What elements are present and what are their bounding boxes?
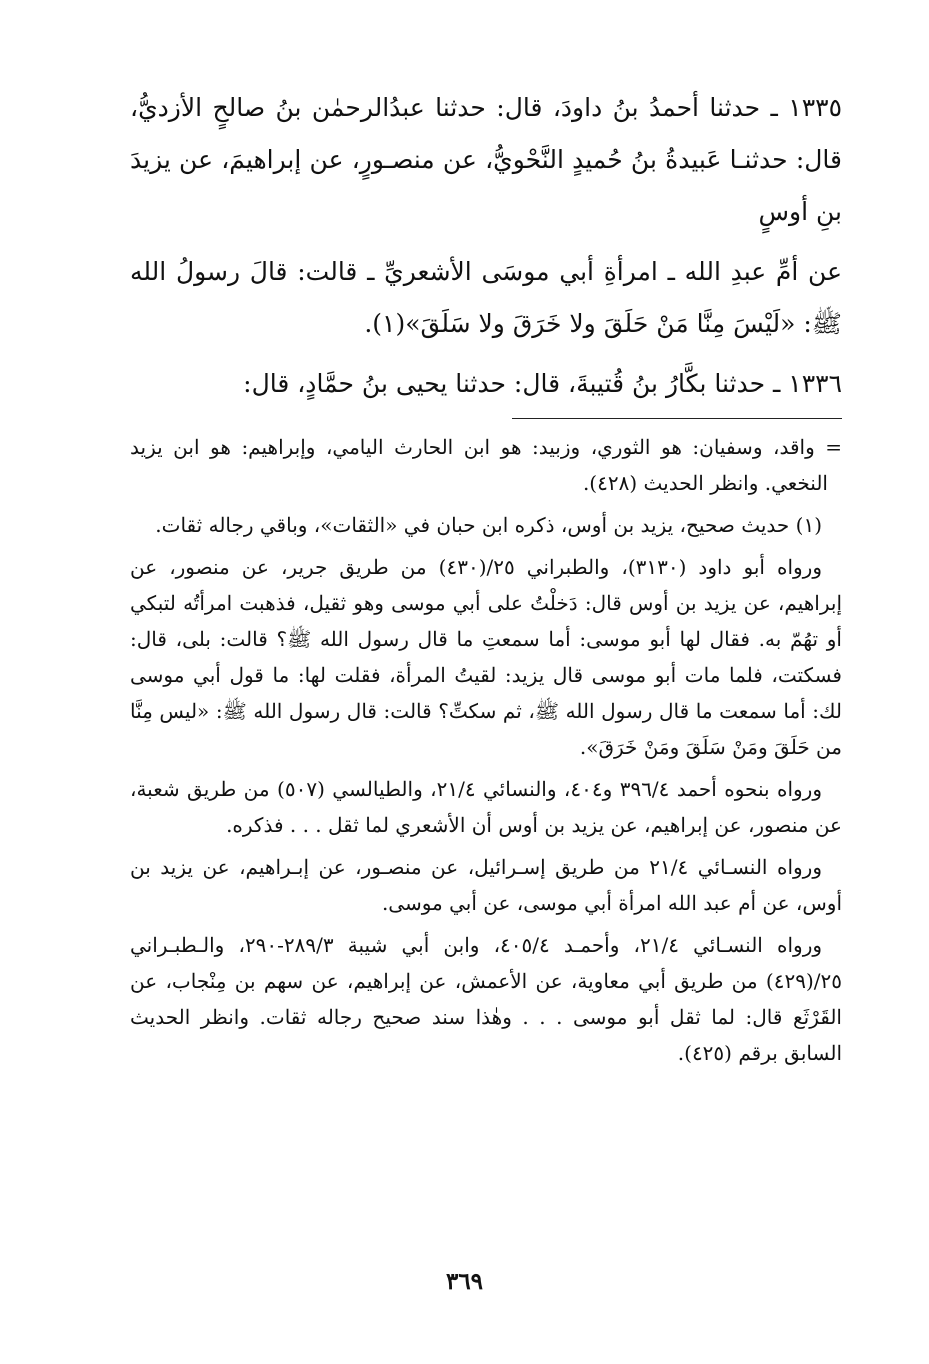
footnote-continuation: = واقد، وسفيان: هو الثوري، وزبيد: هو ابن الحارث اليامي، وإبراهيم: هو ابن يزيد النخعي. وانظر الحديث (٤٢٨). [130,435,842,495]
footnotes [130,429,842,1071]
page-number: ٣٦٩ [445,1268,484,1295]
footnote-paragraph: ورواه بنحوه أحمد ٣٩٦/٤ و٤٠٤، والنسائي ٢١/٤، والطيالسي (٥٠٧) من طريق شعبة، عن منصور، عن إبراهيم، عن يزيد بن أوس أن الأشعري لما ثقل . . . فذكره. [130,777,842,837]
footnote-paragraph: ورواه النسـائي ٢١/٤ من طريق إسـرائيل، عن منصـور، عن إبـراهيم، عن يزيد بن أوس، عن أم عبد الله امرأة أبي موسى، عن أبي موسى. [130,855,842,915]
hadith-1335-matn: عن أمِّ عبدِ الله ـ امرأةِ أبي موسَى الأشعريِّ ـ قالت: قالَ رسولُ الله ﷺ: «لَيْسَ مِنَّا مَنْ حَلَقَ ولا خَرَقَ ولا سَلَقَ»(١). [130,257,842,338]
footnote-paragraph: ورواه النسـائي ٢١/٤، وأحمـد ٤٠٥/٤، وابن أبي شيبة ٢٨٩/٣-٢٩٠، والـطبـراني ٢٥/(٤٢٩) من طريق أبي معاوية، عن الأعمش، عن إبراهيم، عن سهم بن مِنْجاب، عن القَرْثَع قال: لما ثقل أبو موسى . . . وهٰذا سند صحيح رجاله ثقات. وانظر الحديث السابق برقم (٤٢٥). [130,933,842,1065]
hadith-1336-isnad: ١٣٣٦ ـ حدثنا بكَّارُ بنُ قُتيبةَ، قال: حدثنا يحيى بنُ حمَّادٍ، قال: [243,369,842,398]
page [130,82,842,1322]
footnote-1: (١) حديث صحيح، يزيد بن أوس، ذكره ابن حبان في «الثقات»، وباقي رجاله ثقات. [155,513,822,537]
hadith-1335-isnad: ١٣٣٥ ـ حدثنا أحمدُ بنُ داودَ، قال: حدثنا عبدُالرحمٰن بنُ صالحٍ الأزديُّ، قال: حدثنـا عَبيدةُ بنُ حُميدٍ النَّحْويُّ، عن منصـورٍ، عن إبراهيمَ، عن يزيدَ بنِ أوسٍ [130,93,842,226]
footnote-paragraph: ورواه أبو داود (٣١٣٠)، والطبراني ٢٥/(٤٣٠) من طريق جرير، عن منصور، عن إبراهيم، عن يزيد بن أوس قال: دَخلْتُ على أبي موسى وهو ثقيل، فذهبت امرأتُه لتبكي أو تهُمّ به. فقال لها أبو موسى: أما سمعتِ ما قال رسول الله ﷺ؟ قالت: بلى، قال: فسكتت، فلما مات أبو موسى قال يزيد: لقيتُ المرأة، فقلت لها: ما قول أبي موسى لك: أما سمعت ما قال رسول الله ﷺ، ثم سكتِّ؟ قالت: قال رسول الله ﷺ: «ليس مِنَّا من حَلَقَ ومَنْ سَلَقَ ومَنْ خَرَقَ». [130,555,842,759]
footnote-separator [512,418,842,419]
main-text [130,82,842,410]
